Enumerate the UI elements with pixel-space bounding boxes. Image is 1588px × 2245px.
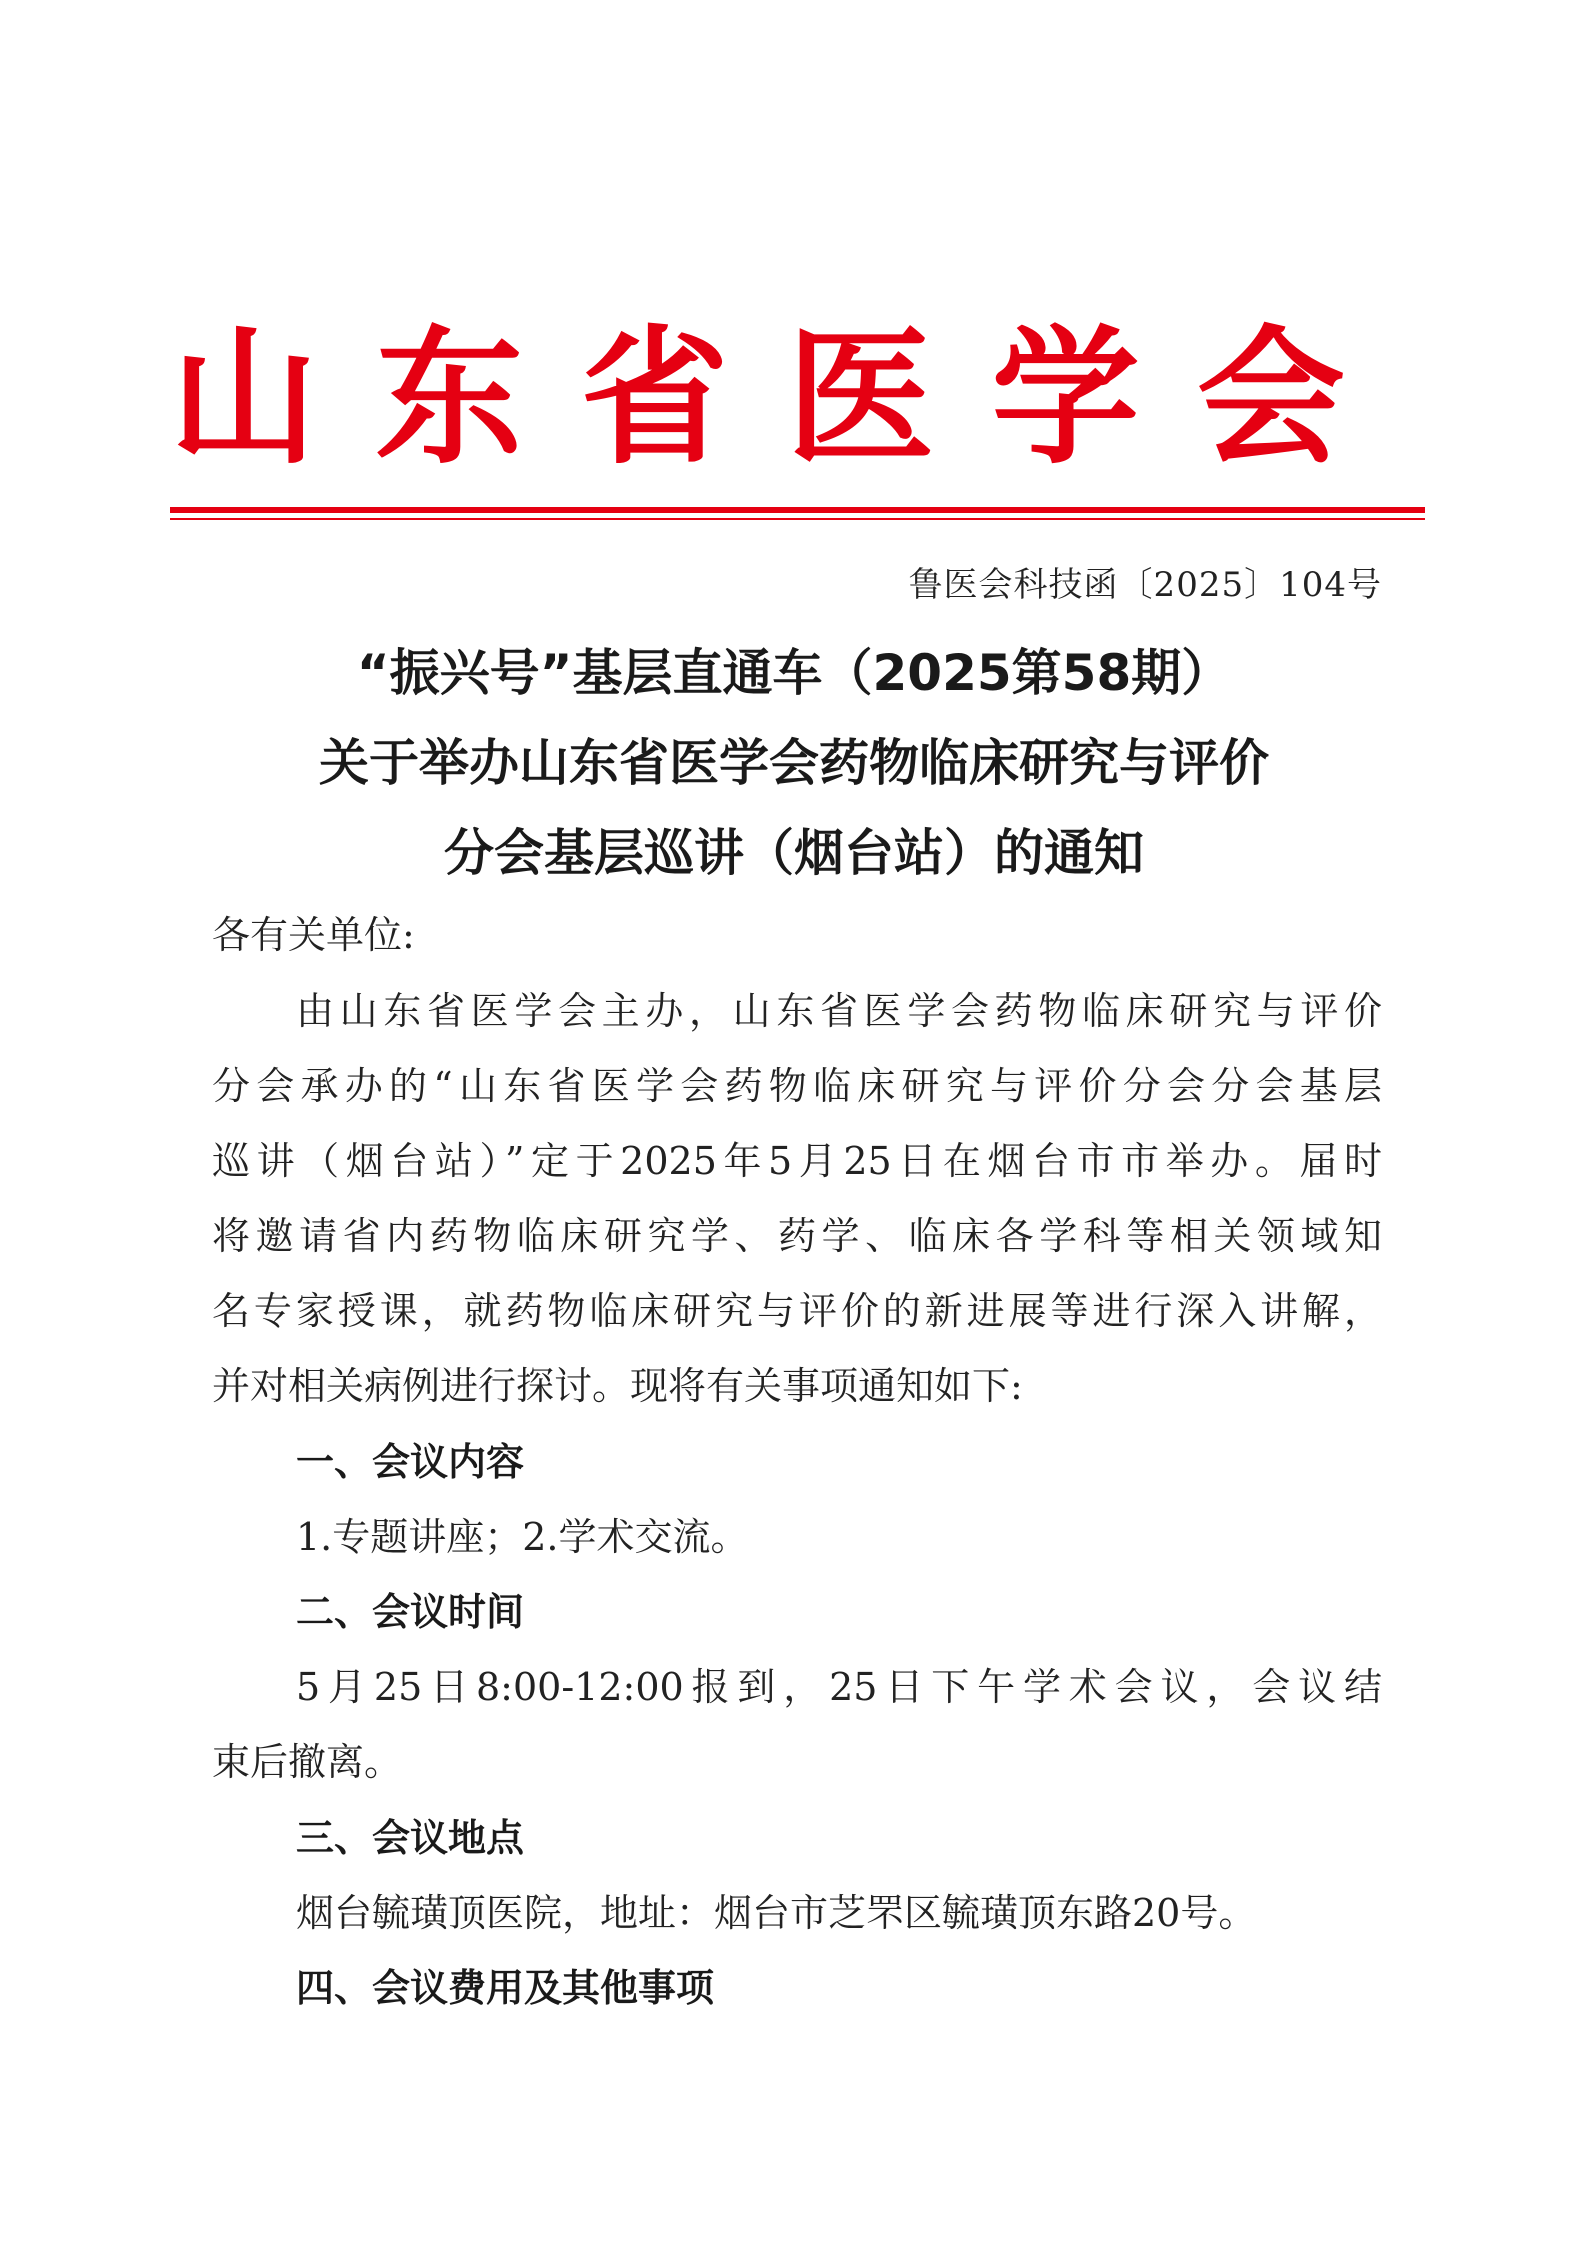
intro-line-3: 巡讲（烟台站）”定于2025年5月25日在烟台市市举办。届时 xyxy=(212,1139,1382,1183)
document-number: 鲁医会科技函〔2025〕104号 xyxy=(908,565,1382,605)
title-line-2: 关于举办山东省医学会药物临床研究与评价 xyxy=(319,734,1269,792)
section-location-text: 烟台毓璜顶医院，地址：烟台市芝罘区毓璜顶东路20号。 xyxy=(296,1891,1257,1935)
intro-line-5: 名专家授课，就药物临床研究与评价的新进展等进行深入讲解， xyxy=(212,1289,1382,1333)
section-heading-time: 二、会议时间 xyxy=(296,1590,525,1634)
section-content-text: 1.专题讲座；2.学术交流。 xyxy=(296,1515,749,1559)
section-heading-location: 三、会议地点 xyxy=(296,1816,525,1860)
masthead-char: 省 xyxy=(580,312,729,484)
intro-line-6: 并对相关病例进行探讨。现将有关事项通知如下: xyxy=(212,1364,1023,1408)
masthead-char: 山 xyxy=(170,312,318,484)
title-line-1: “振兴号”基层直通车（2025第58期） xyxy=(356,644,1232,702)
section-heading-content: 一、会议内容 xyxy=(296,1440,525,1484)
masthead-title xyxy=(170,312,1345,484)
masthead-rule-thick xyxy=(170,507,1425,513)
masthead-rule-thin xyxy=(170,518,1425,520)
salutation: 各有关单位: xyxy=(212,913,415,957)
section-heading-fees: 四、会议费用及其他事项 xyxy=(296,1966,715,2010)
title-line-3: 分会基层巡讲（烟台站）的通知 xyxy=(444,824,1144,882)
intro-line-4: 将邀请省内药物临床研究学、药学、临床各学科等相关领域知 xyxy=(212,1214,1382,1258)
section-time-line-2: 束后撤离。 xyxy=(212,1740,403,1784)
masthead-char: 会 xyxy=(1196,312,1345,484)
section-time-line-1: 5月25日8:00-12:00报到，25日下午学术会议，会议结 xyxy=(296,1665,1382,1709)
masthead-char: 东 xyxy=(375,312,524,484)
masthead-char: 学 xyxy=(991,312,1140,484)
masthead-char: 医 xyxy=(786,312,935,484)
intro-line-2: 分会承办的“山东省医学会药物临床研究与评价分会分会基层 xyxy=(212,1064,1382,1108)
intro-line-1: 由山东省医学会主办，山东省医学会药物临床研究与评价 xyxy=(296,989,1382,1033)
